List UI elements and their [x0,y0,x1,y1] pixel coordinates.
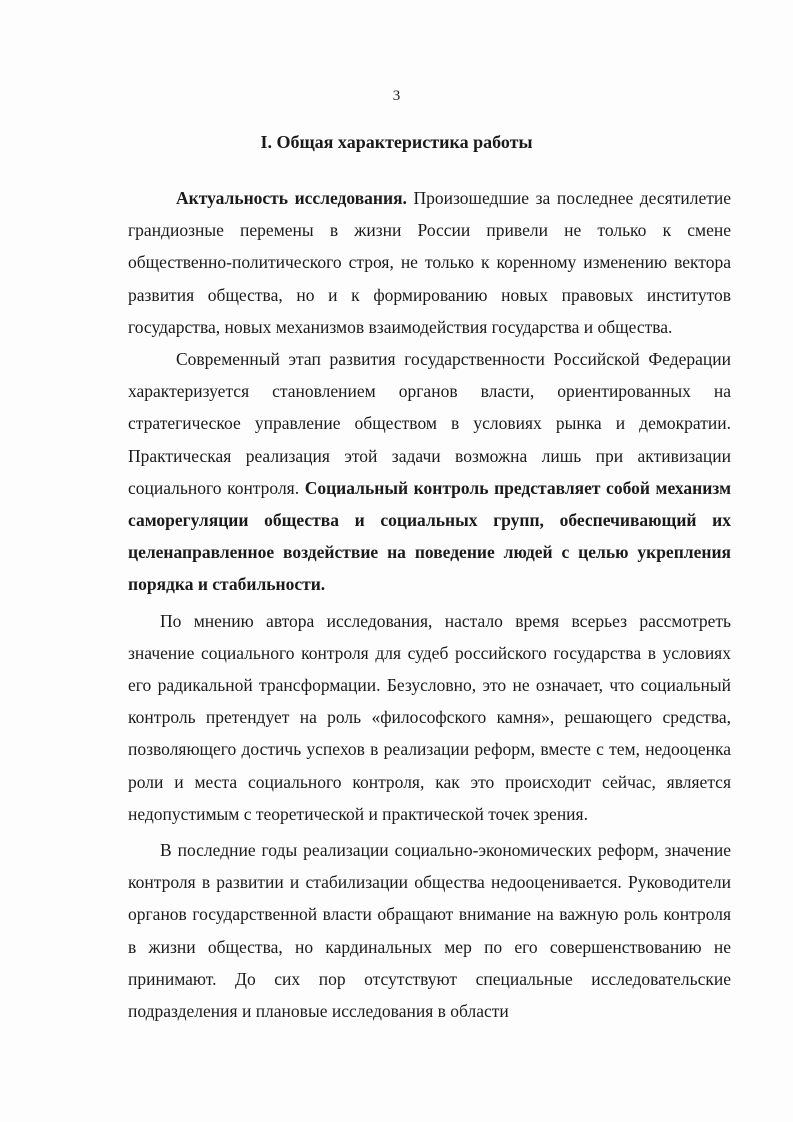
paragraph-text: Современный этап развития государственности Российской Федерации характеризуется становлением органов власти, ориентированных на стратегическое управление обществом в условиях рынка и демократии. Практическая реализация этой задачи возможна лишь при активизации социального контроля. [128,349,731,498]
body-text [128,182,731,1027]
paragraph-modern-stage [128,343,731,601]
social-control-definition: Социальный контроль представляет собой механизм саморегуляции общества и социальных групп, обеспечивающий их целенаправленное воздействие на поведение людей с целью укрепления порядка и стабильности. [128,477,731,595]
paragraph-recent-years [128,834,731,1027]
section-heading: I. Общая характеристика работы [260,132,533,152]
paragraph-author-opinion [128,605,731,830]
paragraph-relevance [128,182,731,343]
paragraph-text: По мнению автора исследования, настало время всерьез рассмотреть значение социального контроля для судеб российского государства в условиях его радикальной трансформации. Безусловно, это не означает, что социальный контроль претендует на роль «философского камня», решающего средства, позволяющего достичь успехов в реализации реформ, вместе с тем, недооценка роли и места социального контроля, как это происходит сейчас, является недопустимым с теоретической и практической точек зрения. [128,610,731,824]
page-number: 3 [392,88,401,104]
paragraph-text: В последние годы реализации социально-экономических реформ, значение контроля в развитии и стабилизации общества недооценивается. Руководители органов государственной власти обращают внимание на важную роль контроля в жизни общества, но кардинальных мер по его совершенствованию не принимают. До сих пор отсутствуют специальные исследовательские подразделения и плановые исследования в области [128,840,731,1022]
paragraph-lead: Актуальность исследования. [176,188,407,208]
paragraph-text: Произошедшие за последнее десятилетие грандиозные перемены в жизни России привели не только к смене общественно-политического строя, не только к коренному изменению вектора развития общества, но и к формированию новых правовых институтов государства, новых механизмов взаимодействия государства и общества. [128,188,731,337]
